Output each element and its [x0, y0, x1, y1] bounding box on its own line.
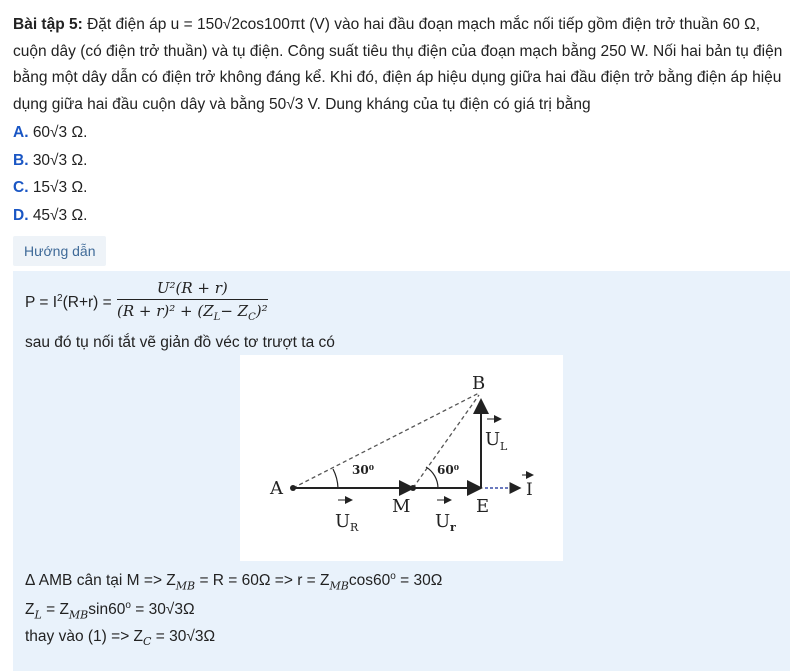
l2-sub: L [34, 608, 42, 622]
l1-sub: MB [175, 579, 196, 593]
option-key: D. [13, 207, 29, 224]
angle-30-arc [333, 469, 338, 488]
label-ur-small: U [435, 511, 451, 532]
solution-line-1 [25, 571, 442, 592]
option-c[interactable] [13, 179, 87, 197]
fraction-bar [117, 299, 268, 300]
label-i: I [526, 480, 533, 500]
l3-sub: C [143, 635, 152, 649]
option-text: 45√3 Ω. [32, 207, 88, 224]
label-ul: U [485, 429, 501, 450]
l1-part: = R = 60Ω => r = Z [195, 572, 330, 590]
l2-part: = 30√3Ω [130, 601, 195, 619]
point-m [410, 485, 416, 491]
solution-line-3 [25, 628, 215, 648]
label-a: A [270, 478, 283, 499]
option-key: A. [13, 124, 29, 141]
l2-part: = Z [41, 601, 69, 619]
option-a[interactable] [13, 124, 87, 142]
phasor-diagram [240, 355, 563, 561]
den-mid: − Z [220, 302, 249, 320]
angle-30-label: 30⁰ [352, 463, 374, 477]
solution-panel [13, 271, 790, 671]
den-part: (R + r)² + (Z [117, 302, 214, 320]
power-formula-fraction [117, 279, 268, 323]
label-ur-sub: R [350, 521, 359, 534]
label-ul-sub: L [500, 440, 508, 453]
den-tail: )² [255, 302, 268, 320]
option-key: C. [13, 179, 29, 196]
l1-part: = 30Ω [395, 572, 443, 590]
label-ur: U [335, 511, 351, 532]
power-formula-lhs [25, 293, 112, 312]
formula-denominator [117, 302, 268, 323]
formula-lhs: P = I [25, 294, 58, 312]
formula-lhs-tail: (R+r) = [62, 294, 112, 312]
formula-exp: 2 [57, 293, 63, 304]
l1-part: cos60 [348, 572, 391, 590]
angle-60-label: 60⁰ [437, 463, 459, 477]
l2-part: sin60 [88, 601, 126, 619]
l3-part: = 30√3Ω [151, 628, 216, 645]
den-sub-c: C [248, 312, 256, 323]
problem-text: Đặt điện áp u = 150√2cos100πt (V) vào hai đầu đoạn mạch mắc nối tiếp gồm điện trở thuần 60 Ω, cuộn dây (có điện trở thuần) và tụ điện. Công suất tiêu thụ điện của đoạn mạch bằng 250 W. Nối hai bản tụ điện bằng một dây dẫn có điện trở không đáng kể. Khi đó, điện áp hiệu dụng giữa hai đầu điện trở bằng điện áp hiệu dụng giữa hai đầu cuộn dây và bằng 50√3 V. Dung kháng của tụ điện có giá trị bằng [13, 16, 783, 113]
option-b[interactable] [13, 152, 87, 170]
label-b: B [472, 373, 486, 394]
solution-line-2 [25, 600, 195, 621]
label-m: M [392, 496, 411, 517]
phasor-diagram-svg [240, 355, 563, 561]
problem-label: Bài tập 5: [13, 16, 83, 33]
hint-button[interactable]: Hướng dẫn [13, 236, 106, 266]
problem-statement [13, 12, 788, 118]
option-text: 30√3 Ω. [32, 152, 88, 169]
den-sub-l: L [213, 312, 221, 323]
label-ur-small-sub: r [450, 521, 456, 534]
option-d[interactable] [13, 207, 87, 225]
point-a [290, 485, 296, 491]
l2-sub: MB [68, 608, 89, 622]
solution-intro: sau đó tụ nối tắt vẽ giản đồ véc tơ trượt ta có [25, 334, 335, 351]
l3-part: thay vào (1) => Z [25, 628, 144, 645]
l2-part: Z [25, 601, 35, 619]
l2-sup: o [125, 600, 131, 611]
option-key: B. [13, 152, 29, 169]
formula-numerator: U²(R + r) [156, 279, 228, 297]
option-text: 60√3 Ω. [32, 124, 88, 141]
label-e: E [476, 496, 490, 517]
l1-sup: o [390, 571, 396, 582]
l1-sub: MB [329, 579, 349, 593]
l1-part: Δ AMB cân tại M => Z [25, 572, 176, 590]
option-text: 15√3 Ω. [32, 179, 88, 196]
